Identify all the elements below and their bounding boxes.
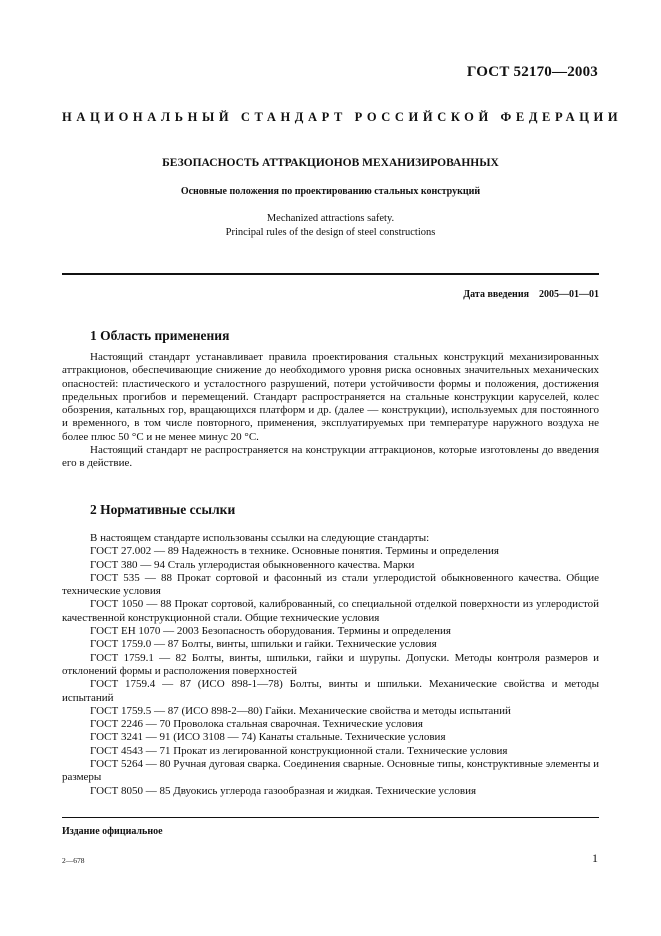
reference-item: ГОСТ 8050 — 85 Двуокись углерода газообразная и жидкая. Технические условия (90, 784, 477, 797)
intro-date-label: Дата введения (463, 289, 529, 300)
reference-item: ГОСТ 535 — 88 Прокат сортовой и фасонный из стали углеродистой обыкновенного качества. Общие технические условия (62, 571, 599, 598)
footer-divider (62, 817, 599, 818)
standard-number: ГОСТ 52170—2003 (466, 64, 598, 80)
reference-item: ГОСТ 4543 — 71 Прокат из легированной конструкционной стали. Технические условия (90, 744, 508, 757)
page-number: 1 (592, 851, 598, 865)
reference-item: ГОСТ 2246 — 70 Проволока стальная сварочная. Технические условия (90, 718, 423, 731)
national-standard-banner: НАЦИОНАЛЬНЫЙ СТАНДАРТ РОССИЙСКОЙ ФЕДЕРАЦИИ (62, 110, 623, 124)
reference-item: ГОСТ 1759.5 — 87 (ИСО 898-2—80) Гайки. Механические свойства и методы испытаний (90, 704, 511, 717)
document-title: БЕЗОПАСНОСТЬ АТТРАКЦИОНОВ МЕХАНИЗИРОВАННЫХ (162, 157, 499, 169)
reference-item: ГОСТ 380 — 94 Сталь углеродистая обыкновенного качества. Марки (90, 558, 415, 571)
section-2-heading: 2 Нормативные ссылки (90, 502, 236, 517)
reference-item: ГОСТ 1759.4 — 87 (ИСО 898-1—78) Болты, винты и шпильки. Механические свойства и методы испытаний (62, 678, 599, 704)
reference-item: ГОСТ 27.002 — 89 Надежность в технике. Основные понятия. Термины и определения (90, 545, 499, 558)
english-title (62, 212, 599, 239)
section-1-heading: 1 Область применения (90, 328, 230, 343)
reference-item: ГОСТ 1050 — 88 Прокат сортовой, калиброванный, со специальной отделкой поверхности из углеродистой качественной конструкционной стали. Общие технические условия (62, 598, 599, 624)
english-title-line-2: Principal rules of the design of steel constructions (225, 226, 436, 238)
reference-item: ГОСТ 3241 — 91 (ИСО 3108 — 74) Канаты стальные. Технические условия (90, 731, 446, 744)
introduction-date (463, 289, 599, 300)
print-code: 2—678 (62, 856, 85, 865)
reference-item: ГОСТ ЕН 1070 — 2003 Безопасность оборудования. Термины и определения (90, 625, 451, 638)
normative-references (62, 532, 599, 798)
title-divider (62, 273, 599, 275)
reference-item: ГОСТ 5264 — 80 Ручная дуговая сварка. Соединения сварные. Основные типы, конструктивные элементы и размеры (62, 758, 600, 784)
reference-item: ГОСТ 1759.0 — 87 Болты, винты, шпильки и гайки. Технические условия (90, 638, 437, 651)
section-1-paragraph: Настоящий стандарт устанавливает правила проектирования стальных конструкций механизированных аттракционов, обеспечивающие снижение до необходимого уровня риска основных значительных механических опасностей: пластического и усталостного разрушений, потери устойчивости формы и положения, достижения предельных прогибов и перемещений. Стандарт распространяется на стальные конструкции каруселей, колес обозрения, катальных гор, вращающихся платформ и др. (далее — конструкции), используемых для постоянного и временного, в том числе повторного, применения, эксплуатируемых при температуре наружного воздуха не более плюс 50 °С и не менее минус 20 °С. (62, 351, 599, 443)
section-1-body (62, 351, 599, 471)
reference-item: ГОСТ 1759.1 — 82 Болты, винты, шпильки, гайки и шурупы. Допуски. Методы контроля размеров и отклонений формы и расположения поверхностей (62, 651, 599, 677)
english-title-line-1: Mechanized attractions safety. (266, 213, 395, 224)
official-edition-label: Издание официальное (62, 826, 163, 837)
section-1-paragraph: Настоящий стандарт не распространяется на конструкции аттракционов, которые изготовлены до введения его в действие. (62, 444, 599, 470)
document-subtitle: Основные положения по проектированию стальных конструкций (180, 186, 481, 197)
references-intro: В настоящем стандарте использованы ссылки на следующие стандарты: (90, 532, 430, 544)
intro-date-value: 2005—01—01 (539, 289, 599, 300)
